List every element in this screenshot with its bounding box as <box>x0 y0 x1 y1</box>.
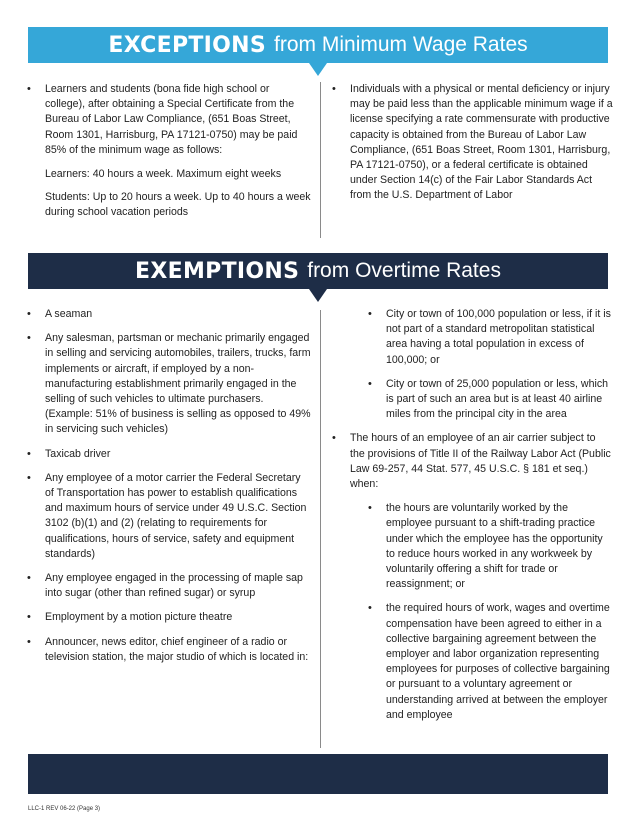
exceptions-title-strong: EXCEPTIONS <box>108 32 267 58</box>
exemption-sub-item: • City or town of 25,000 population or less, which is part of such an area but is at least 40 airline miles from the principal city in the area <box>332 377 612 423</box>
exemptions-banner <box>28 253 608 289</box>
exceptions-column-divider <box>320 82 321 238</box>
exemption-item: • Any employee engaged in the processing of maple sap into sugar (other than refined sugar) or syrup <box>27 571 312 601</box>
exceptions-left-column <box>27 82 312 229</box>
exemption-item: • Employment by a motion picture theatre <box>27 610 312 625</box>
form-revision-code: LLC-1 REV 06-22 (Page 3) <box>28 806 101 812</box>
exemption-item: • The hours of an employee of an air carrier subject to the provisions of Title II of the Railway Labor Act (Public Law 69-257, 44 Stat. 577, 45 U.S.C. § 181 et seq.) when: <box>332 431 612 492</box>
exemptions-banner-pointer <box>309 289 327 302</box>
exemption-item: • Any employee of a motor carrier the Federal Secretary of Transportation has power to establish qualifications and maximum hours of service under 49 U.S.C. Section 3102 (b)(1) and (2) (relating to requirements for qualifications, hours of service, safety and equipment standards) <box>27 471 312 562</box>
exemptions-title-rest: from Overtime Rates <box>307 259 501 282</box>
exceptions-deficiency-bullet: • Individuals with a physical or mental deficiency or injury may be paid less than the applicable minimum wage if a license specifying a rate commensurate with productive capacity is obtained from the Bureau of Labor Law Compliance, (651 Boas Street, Room 1301, Harrisburg, PA 17121-0750), or a federal certificate is obtained under Section 14(c) of the Fair Labor Standards Act from the U.S. Department of Labor <box>332 82 614 204</box>
exemption-item: • Any salesman, partsman or mechanic primarily engaged in selling and servicing automobiles, trailers, trucks, farm implements or aircraft, if employed by a non-manufacturing establishment primarily engaged in the selling of such vehicles to ultimate purchasers. (Example: 51% of business is selling as opposed to 49% in servicing such vehicles) <box>27 331 312 437</box>
exceptions-learners-hours: Learners: 40 hours a week. Maximum eight weeks <box>45 168 282 181</box>
exemption-sub-item: • the hours are voluntarily worked by the employee pursuant to a shift-trading practice under which the employee has the opportunity to reduce hours worked in any workweek by voluntarily offering a shift for trade or reassignment; or <box>332 501 612 592</box>
exemptions-left-column <box>27 307 312 674</box>
exemption-item: • Taxicab driver <box>27 447 312 462</box>
exemptions-column-divider <box>320 310 321 748</box>
exceptions-right-column <box>332 82 614 213</box>
exemption-sub-item: • City or town of 100,000 population or less, if it is not part of a standard metropolitan statistical area having a total population in excess of 100,000; or <box>332 307 612 368</box>
exemption-sub-item: • the required hours of work, wages and overtime compensation have been agreed to either in a collective bargaining agreement between the employer and labor organization representing employees for purposes of collective bargaining or pursuant to a voluntary agreement or understanding arrived at between the employer and employee <box>332 601 612 723</box>
footer-bar <box>28 754 608 794</box>
exemption-item: • A seaman <box>27 307 312 322</box>
exemptions-title-strong: EXEMPTIONS <box>135 258 300 284</box>
exemptions-right-column <box>332 307 612 732</box>
exceptions-students-hours: Students: Up to 20 hours a week. Up to 40 hours a week during school vacation periods <box>45 191 311 219</box>
exceptions-title-rest: from Minimum Wage Rates <box>274 33 528 56</box>
exemption-item: • Announcer, news editor, chief engineer of a radio or television station, the major studio of which is located in: <box>27 635 312 665</box>
exceptions-banner-pointer <box>309 63 327 76</box>
exceptions-banner <box>28 27 608 63</box>
exceptions-learners-bullet: • Learners and students (bona fide high school or college), after obtaining a Special Certificate from the Bureau of Labor Law Compliance, (651 Boas Street, Room 1301, Harrisburg, PA 17121-0750) may be paid 85% of the minimum wage as follows: <box>27 82 312 158</box>
